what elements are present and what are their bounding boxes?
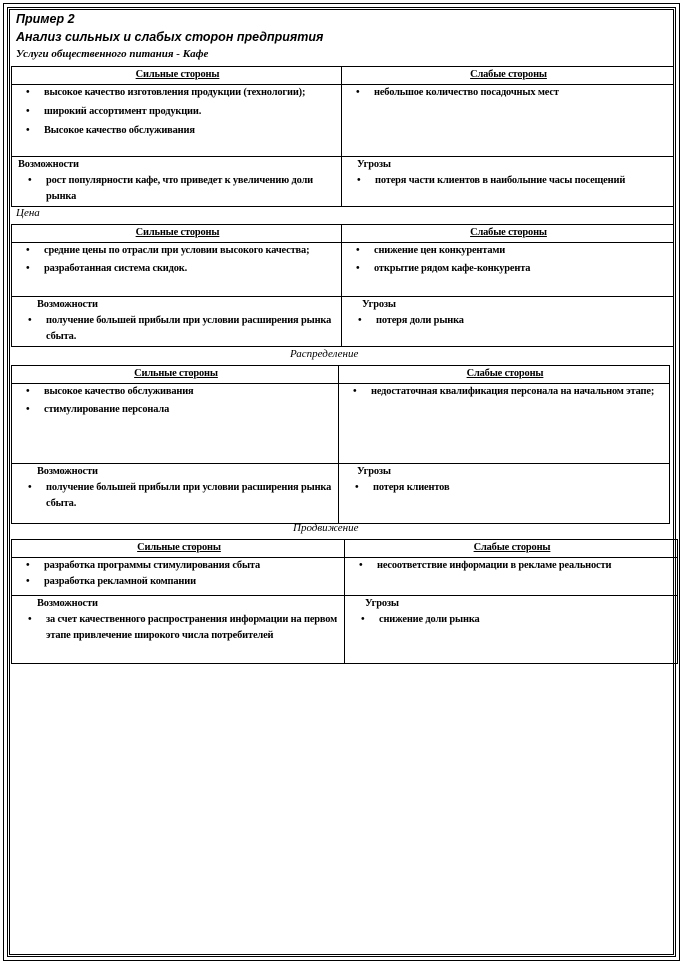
weakness-item: • снижение цен конкурентами [374, 243, 671, 259]
strengths-header: Сильные стороны [12, 366, 339, 384]
weaknesses-header: Слабые стороны [339, 366, 670, 384]
threats-label: Угрозы [357, 466, 391, 477]
threats-cell [342, 157, 674, 207]
weakness-item: • открытие рядом кафе-конкурента [374, 261, 671, 277]
section-title-promotion: Продвижение [293, 522, 359, 534]
opportunities-cell [12, 464, 339, 524]
strengths-cell [12, 384, 339, 464]
swot-table-general [11, 66, 674, 207]
strengths-cell [12, 85, 342, 157]
strength-item: • широкий ассортимент продукции. [44, 104, 339, 120]
weaknesses-cell [339, 384, 670, 464]
section-title-price: Цена [16, 207, 40, 219]
example-title: Пример 2 [16, 12, 75, 26]
opportunity-item: • рост популярности кафе, что приведет к увеличению доли рынка [46, 173, 339, 205]
opportunity-item: • получение большей прибыли при условии расширения рынка сбыта. [46, 313, 339, 345]
strengths-header: Сильные стороны [12, 225, 342, 243]
opportunities-label: Возможности [37, 598, 98, 609]
weaknesses-cell [342, 243, 674, 297]
opportunities-cell [12, 297, 342, 347]
threat-item: • потеря доли рынка [376, 313, 671, 329]
strength-item: • разработка рекламной компании [44, 574, 342, 590]
opportunities-cell [12, 157, 342, 207]
strength-item: • высокое качество обслуживания [44, 384, 336, 400]
opportunities-label: Возможности [37, 299, 98, 310]
weaknesses-header: Слабые стороны [345, 540, 678, 558]
strength-item: • средние цены по отрасли при условии высокого качества; [44, 243, 339, 259]
strength-item: • разработка программы стимулирования сбыта [44, 558, 342, 574]
strength-item: • Высокое качество обслуживания [44, 123, 339, 139]
business-description: Услуги общественного питания - Кафе [16, 48, 209, 60]
strength-item: • стимулирование персонала [44, 402, 336, 418]
strengths-cell [12, 558, 345, 596]
threats-label: Угрозы [365, 598, 399, 609]
threats-cell [339, 464, 670, 524]
strengths-header: Сильные стороны [12, 67, 342, 85]
document-subtitle: Анализ сильных и слабых сторон предприятия [16, 30, 324, 44]
weaknesses-cell [342, 85, 674, 157]
swot-table-promotion [11, 539, 678, 664]
threat-item: • потеря клиентов [373, 480, 667, 496]
section-title-distribution: Распределение [290, 348, 359, 360]
weakness-item: • недостаточная квалификация персонала на начальном этапе; [371, 384, 667, 400]
opportunities-label: Возможности [18, 159, 79, 170]
weaknesses-cell [345, 558, 678, 596]
strength-item: • разработанная система скидок. [44, 261, 339, 277]
opportunities-cell [12, 596, 345, 664]
opportunity-item: • получение большей прибыли при условии расширения рынка сбыта. [46, 480, 336, 512]
strengths-cell [12, 243, 342, 297]
weaknesses-header: Слабые стороны [342, 225, 674, 243]
threats-cell [345, 596, 678, 664]
weaknesses-header: Слабые стороны [342, 67, 674, 85]
strengths-header: Сильные стороны [12, 540, 345, 558]
swot-table-price [11, 224, 674, 347]
threat-item: • снижение доли рынка [379, 612, 675, 628]
strength-item: • высокое качество изготовления продукции (технологии); [44, 85, 339, 101]
opportunity-item: • за счет качественного распространения информации на первом этапе привлечение широкого числа потребителей [46, 612, 342, 644]
weakness-item: • небольшое количество посадочных мест [374, 85, 671, 101]
threats-cell [342, 297, 674, 347]
swot-table-distribution [11, 365, 670, 524]
opportunities-label: Возможности [37, 466, 98, 477]
threats-label: Угрозы [362, 299, 396, 310]
weakness-item: • несоответствие информации в рекламе реальности [377, 558, 675, 574]
threat-item: • потеря части клиентов в наиболыние часы посещений [375, 173, 671, 189]
threats-label: Угрозы [357, 159, 391, 170]
